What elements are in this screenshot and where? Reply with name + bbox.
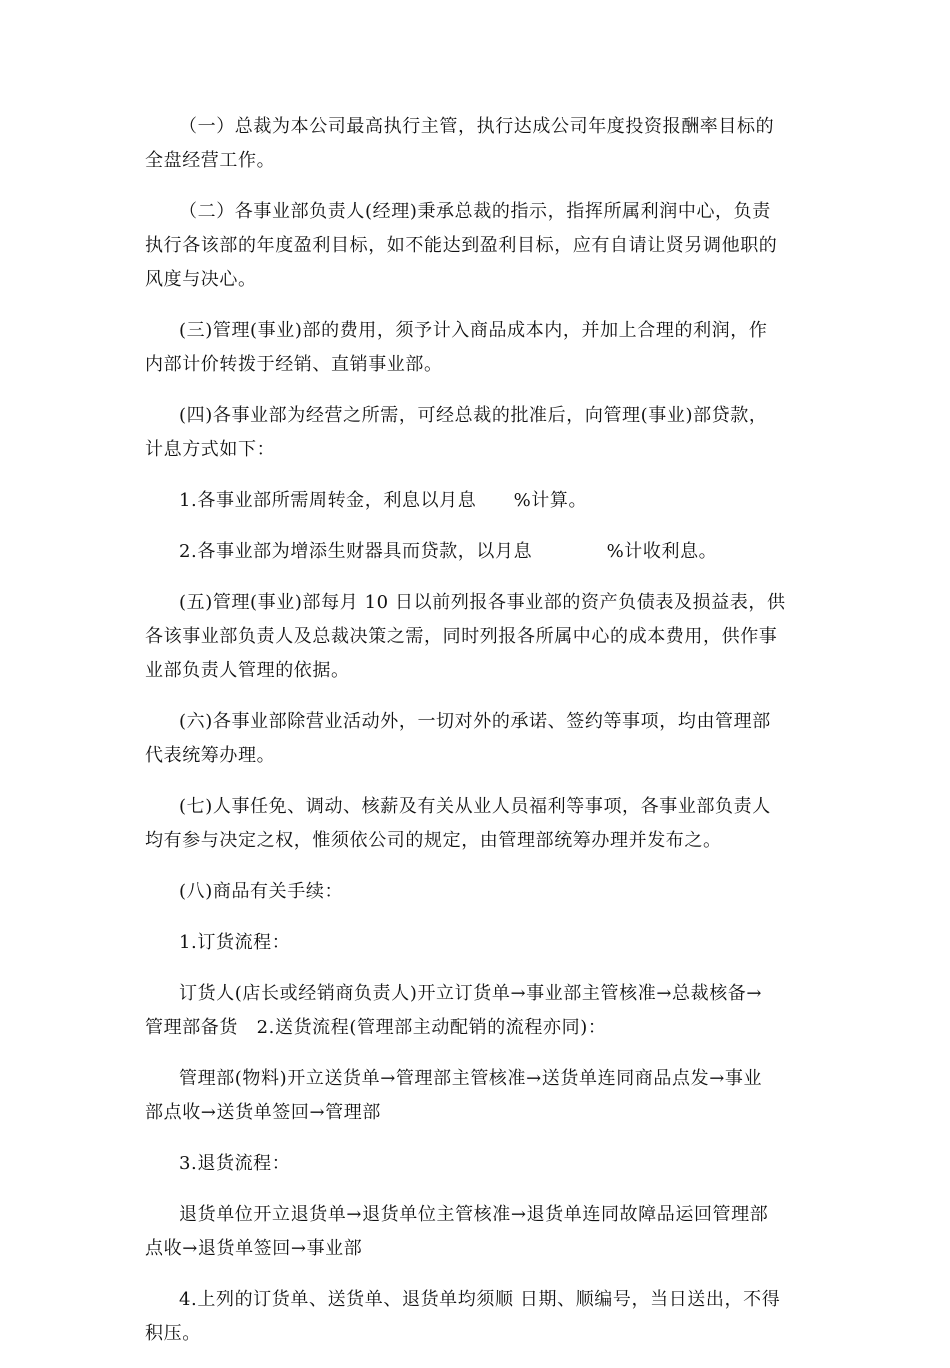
paragraph-line: 积压。	[145, 1323, 201, 1344]
paragraph-line: (五)管理(事业)部每月 10 日以前列报各事业部的资产负债表及损益表，供	[179, 592, 786, 613]
paragraph	[145, 1198, 807, 1266]
paragraph	[145, 484, 807, 518]
paragraph-line: 均有参与决定之权，惟须依公司的规定，由管理部统筹办理并发布之。	[145, 830, 722, 851]
paragraph	[145, 195, 807, 297]
paragraph-line: (八)商品有关手续：	[179, 881, 344, 902]
paragraph	[145, 926, 807, 960]
paragraph	[145, 399, 807, 467]
paragraph-line: 业部负责人管理的依据。	[145, 660, 350, 681]
paragraph-line: 1.订货流程：	[179, 932, 291, 953]
paragraph-line: 3.退货流程：	[179, 1153, 291, 1174]
paragraph	[145, 1062, 807, 1130]
paragraph-line: （二）各事业部负责人(经理)秉承总裁的指示，指挥所属利润中心，负责	[179, 201, 771, 222]
paragraph-line: 全盘经营工作。	[145, 150, 276, 171]
paragraph	[145, 586, 807, 688]
paragraph-line: 2.各事业部为增添生财器具而贷款，以月息 %计收利息。	[179, 541, 718, 562]
paragraph-line: 代表统筹办理。	[145, 745, 276, 766]
paragraph-line: 管理部(物料)开立送货单→管理部主管核准→送货单连同商品点发→事业	[179, 1068, 763, 1089]
paragraph-line: 部点收→送货单签回→管理部	[145, 1102, 381, 1123]
paragraph-line: （一）总裁为本公司最高执行主管，执行达成公司年度投资报酬率目标的	[179, 116, 775, 137]
paragraph	[145, 1283, 807, 1351]
paragraph-line: (七)人事任免、调动、核薪及有关从业人员福利等事项，各事业部负责人	[179, 796, 771, 817]
paragraph-line: (六)各事业部除营业活动外，一切对外的承诺、签约等事项，均由管理部	[179, 711, 771, 732]
paragraph-line: 点收→退货单签回→事业部	[145, 1238, 363, 1259]
paragraph-line: 管理部备货 2.送货流程(管理部主动配销的流程亦同)：	[145, 1017, 607, 1038]
paragraph	[145, 977, 807, 1045]
document-body	[145, 110, 807, 1368]
paragraph-line: 内部计价转拨于经销、直销事业部。	[145, 354, 443, 375]
paragraph-line: (四)各事业部为经营之所需，可经总裁的批准后，向管理(事业)部贷款，	[179, 405, 768, 426]
paragraph	[145, 790, 807, 858]
paragraph	[145, 1147, 807, 1181]
paragraph	[145, 705, 807, 773]
paragraph-line: 订货人(店长或经销商负责人)开立订货单→事业部主管核准→总裁核备→	[179, 983, 763, 1004]
paragraph-line: 各该事业部负责人及总裁决策之需，同时列报各所属中心的成本费用，供作事	[145, 626, 778, 647]
paragraph	[145, 110, 807, 178]
paragraph-line: 1.各事业部所需周转金，利息以月息 %计算。	[179, 490, 588, 511]
paragraph-line: (三)管理(事业)部的费用，须予计入商品成本内，并加上合理的利润，作	[179, 320, 768, 341]
paragraph-line: 退货单位开立退货单→退货单位主管核准→退货单连同故障品运回管理部	[179, 1204, 769, 1225]
paragraph	[145, 535, 807, 569]
paragraph	[145, 314, 807, 382]
paragraph-line: 执行各该部的年度盈利目标，如不能达到盈利目标，应有自请让贤另调他职的	[145, 235, 778, 256]
paragraph	[145, 875, 807, 909]
paragraph-line: 计息方式如下：	[145, 439, 276, 460]
paragraph-line: 4.上列的订货单、送货单、退货单均须顺 日期、顺编号，当日送出，不得	[179, 1289, 781, 1310]
paragraph-line: 风度与决心。	[145, 269, 257, 290]
